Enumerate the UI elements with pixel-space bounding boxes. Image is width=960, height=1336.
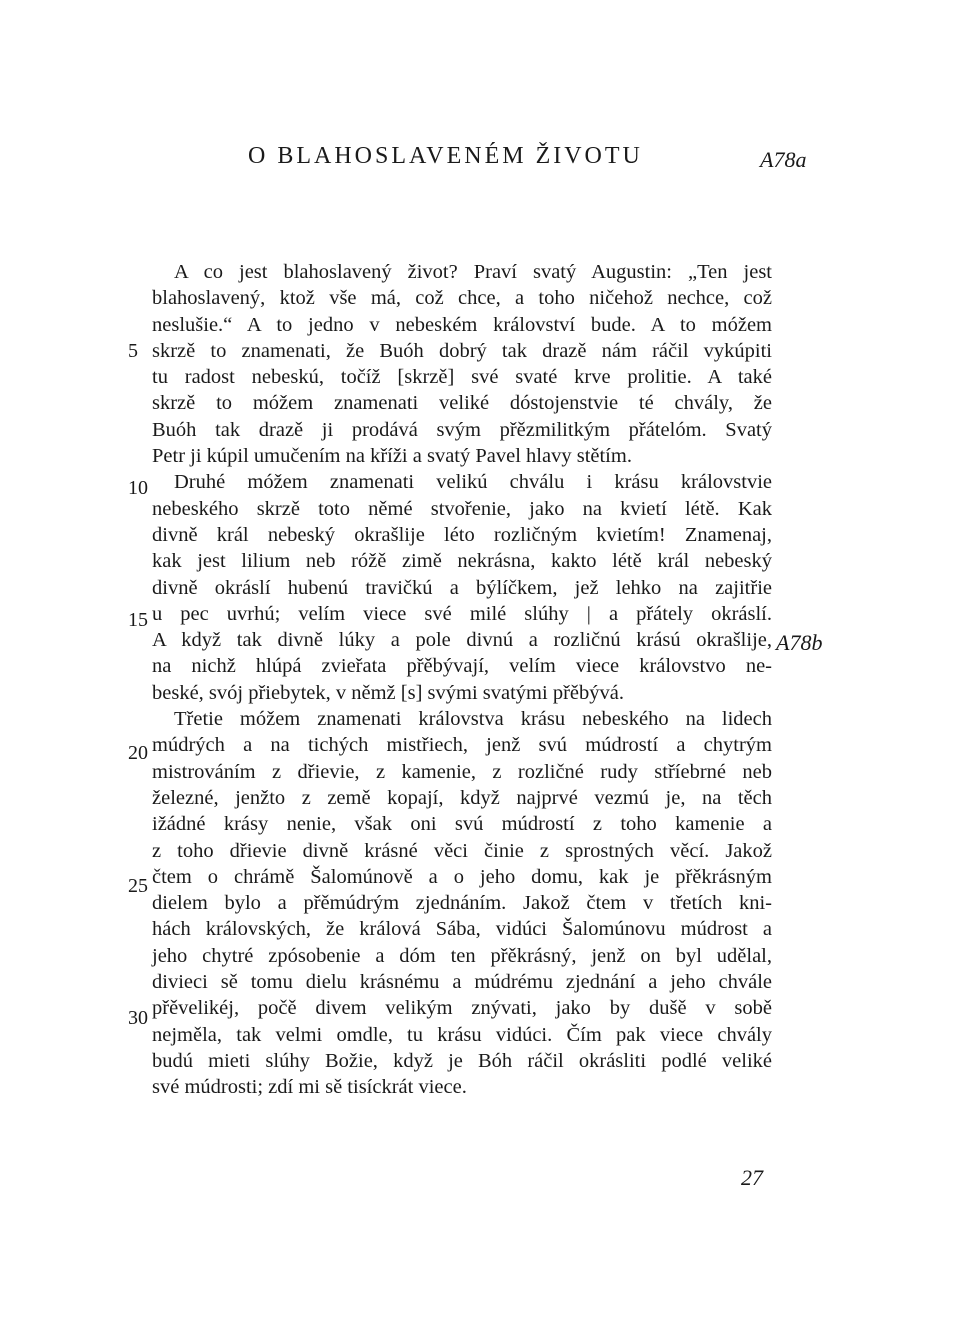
text-line: přěvelikéj, počě divem velikým znývati, jako by dušě v sobě <box>152 997 772 1020</box>
line-number-30: 30 <box>128 1007 148 1029</box>
page-number: 27 <box>741 1165 763 1190</box>
text-line: jeho chytré zpósobenie a dóm ten přěkrásný, jenž on byl udělal, <box>152 944 772 967</box>
text-line: u pec uvrhú; velím viece své milé slúhy | a přátely okráslí. <box>152 602 772 625</box>
text-line: A co jest blahoslavený život? Praví svatý Augustin: „Ten jest <box>174 261 772 283</box>
running-head-title: O BLAHOSLAVENÉM ŽIVOTU <box>248 143 643 169</box>
line-number-5: 5 <box>128 340 138 362</box>
text-line: na nichž hlúpá zvieřata přěbývají, velím viece královstvo ne- <box>152 655 772 678</box>
text-line: ižádné krásy nenie, však oni svú múdrostí z toho kamenie a <box>152 813 772 836</box>
text-line: nebeského skrzě toto němé stvořenie, jako na kvietí létě. Kak <box>152 497 772 520</box>
text-line: Třetie móžem znamenati královstva krásu nebeského na lidech <box>174 708 772 731</box>
text-line: čtem o chrámě Šalomúnově a o jeho domu, kak je přěkrásným <box>152 865 772 888</box>
text-line: beské, svój přiebytek, v němž [s] svými svatými přěbývá. <box>152 681 624 704</box>
line-number-25: 25 <box>128 875 148 897</box>
text-line: divně král nebeský okrašlije léto rozličným kvietím! Znamenaj, <box>152 523 772 546</box>
body-text <box>152 259 772 1101</box>
text-line: divieci sě tomu dielu krásnému a múdrému zjednání a jeho chvále <box>152 971 772 994</box>
text-line: své múdrosti; zdí mi sě tisíckrát viece. <box>152 1076 467 1099</box>
text-line: hách královských, že králová Sába, vidúci Šalomúnovu múdrost a <box>152 918 772 941</box>
text-line: budú mieti slúhy Božie, když je Bóh ráčil okrásliti podlé veliké <box>152 1049 772 1072</box>
text-line: skrzě to znamenati, že Buóh dobrý tak drazě nám ráčil vykúpiti <box>152 339 772 362</box>
line-number-20: 20 <box>128 742 148 764</box>
text-line: Druhé móžem znamenati velikú chválu i krásu královstvie <box>174 471 772 494</box>
text-line: skrzě to móžem znamenati veliké dóstojenstvie té chvály, že <box>152 392 772 415</box>
text-line: dielem bylo a přěmúdrým zjednáním. Jakož čtem v třetích kni- <box>152 892 772 915</box>
folio-marker-top: A78a <box>760 147 807 172</box>
text-line: Petr ji kúpil umučením na kříži a svatý Pavel hlavy stětím. <box>152 445 632 468</box>
text-line: tu radost nebeskú, točíž [skrzě] své svaté krve prolitie. A také <box>152 366 772 389</box>
text-line: múdrých a na tichých mistřiech, jenž svú múdrostí a chytrým <box>152 734 772 757</box>
text-line: železné, jenžto z země kopají, když najprvé vezmú je, na těch <box>152 786 772 809</box>
line-number-15: 15 <box>128 609 148 631</box>
text-line: A když tak divně lúky a pole divnú a rozličnú krású okrašlije, <box>152 629 772 652</box>
text-line: mistrováním z dřievie, z kamenie, z rozličné rudy stříebrné neb <box>152 760 772 783</box>
text-line: blahoslavený, ktož vše má, což chce, a toho ničehož nechce, což <box>152 287 772 310</box>
text-line: neslušie.“ A to jedno v nebeském království bude. A to móžem <box>152 313 772 336</box>
folio-marker-margin: A78b <box>776 630 823 655</box>
text-line: divně okráslí hubenú travičkú a býlíčkem, jež lehko na zajitřie <box>152 576 772 599</box>
text-line: nejměla, tak velmi omdle, tu krásu vidúci. Čím pak viece chvály <box>152 1023 772 1046</box>
line-number-10: 10 <box>128 477 148 499</box>
text-line: z toho dřievie divně krásné věci činie z sprostných věcí. Jakož <box>152 839 772 862</box>
text-line: Buóh tak drazě ji prodává svým přězmilitkým přátelóm. Svatý <box>152 418 772 441</box>
text-line: kak jest lilium neb róžě zimě nekrásna, kakto létě král nebeský <box>152 550 772 573</box>
